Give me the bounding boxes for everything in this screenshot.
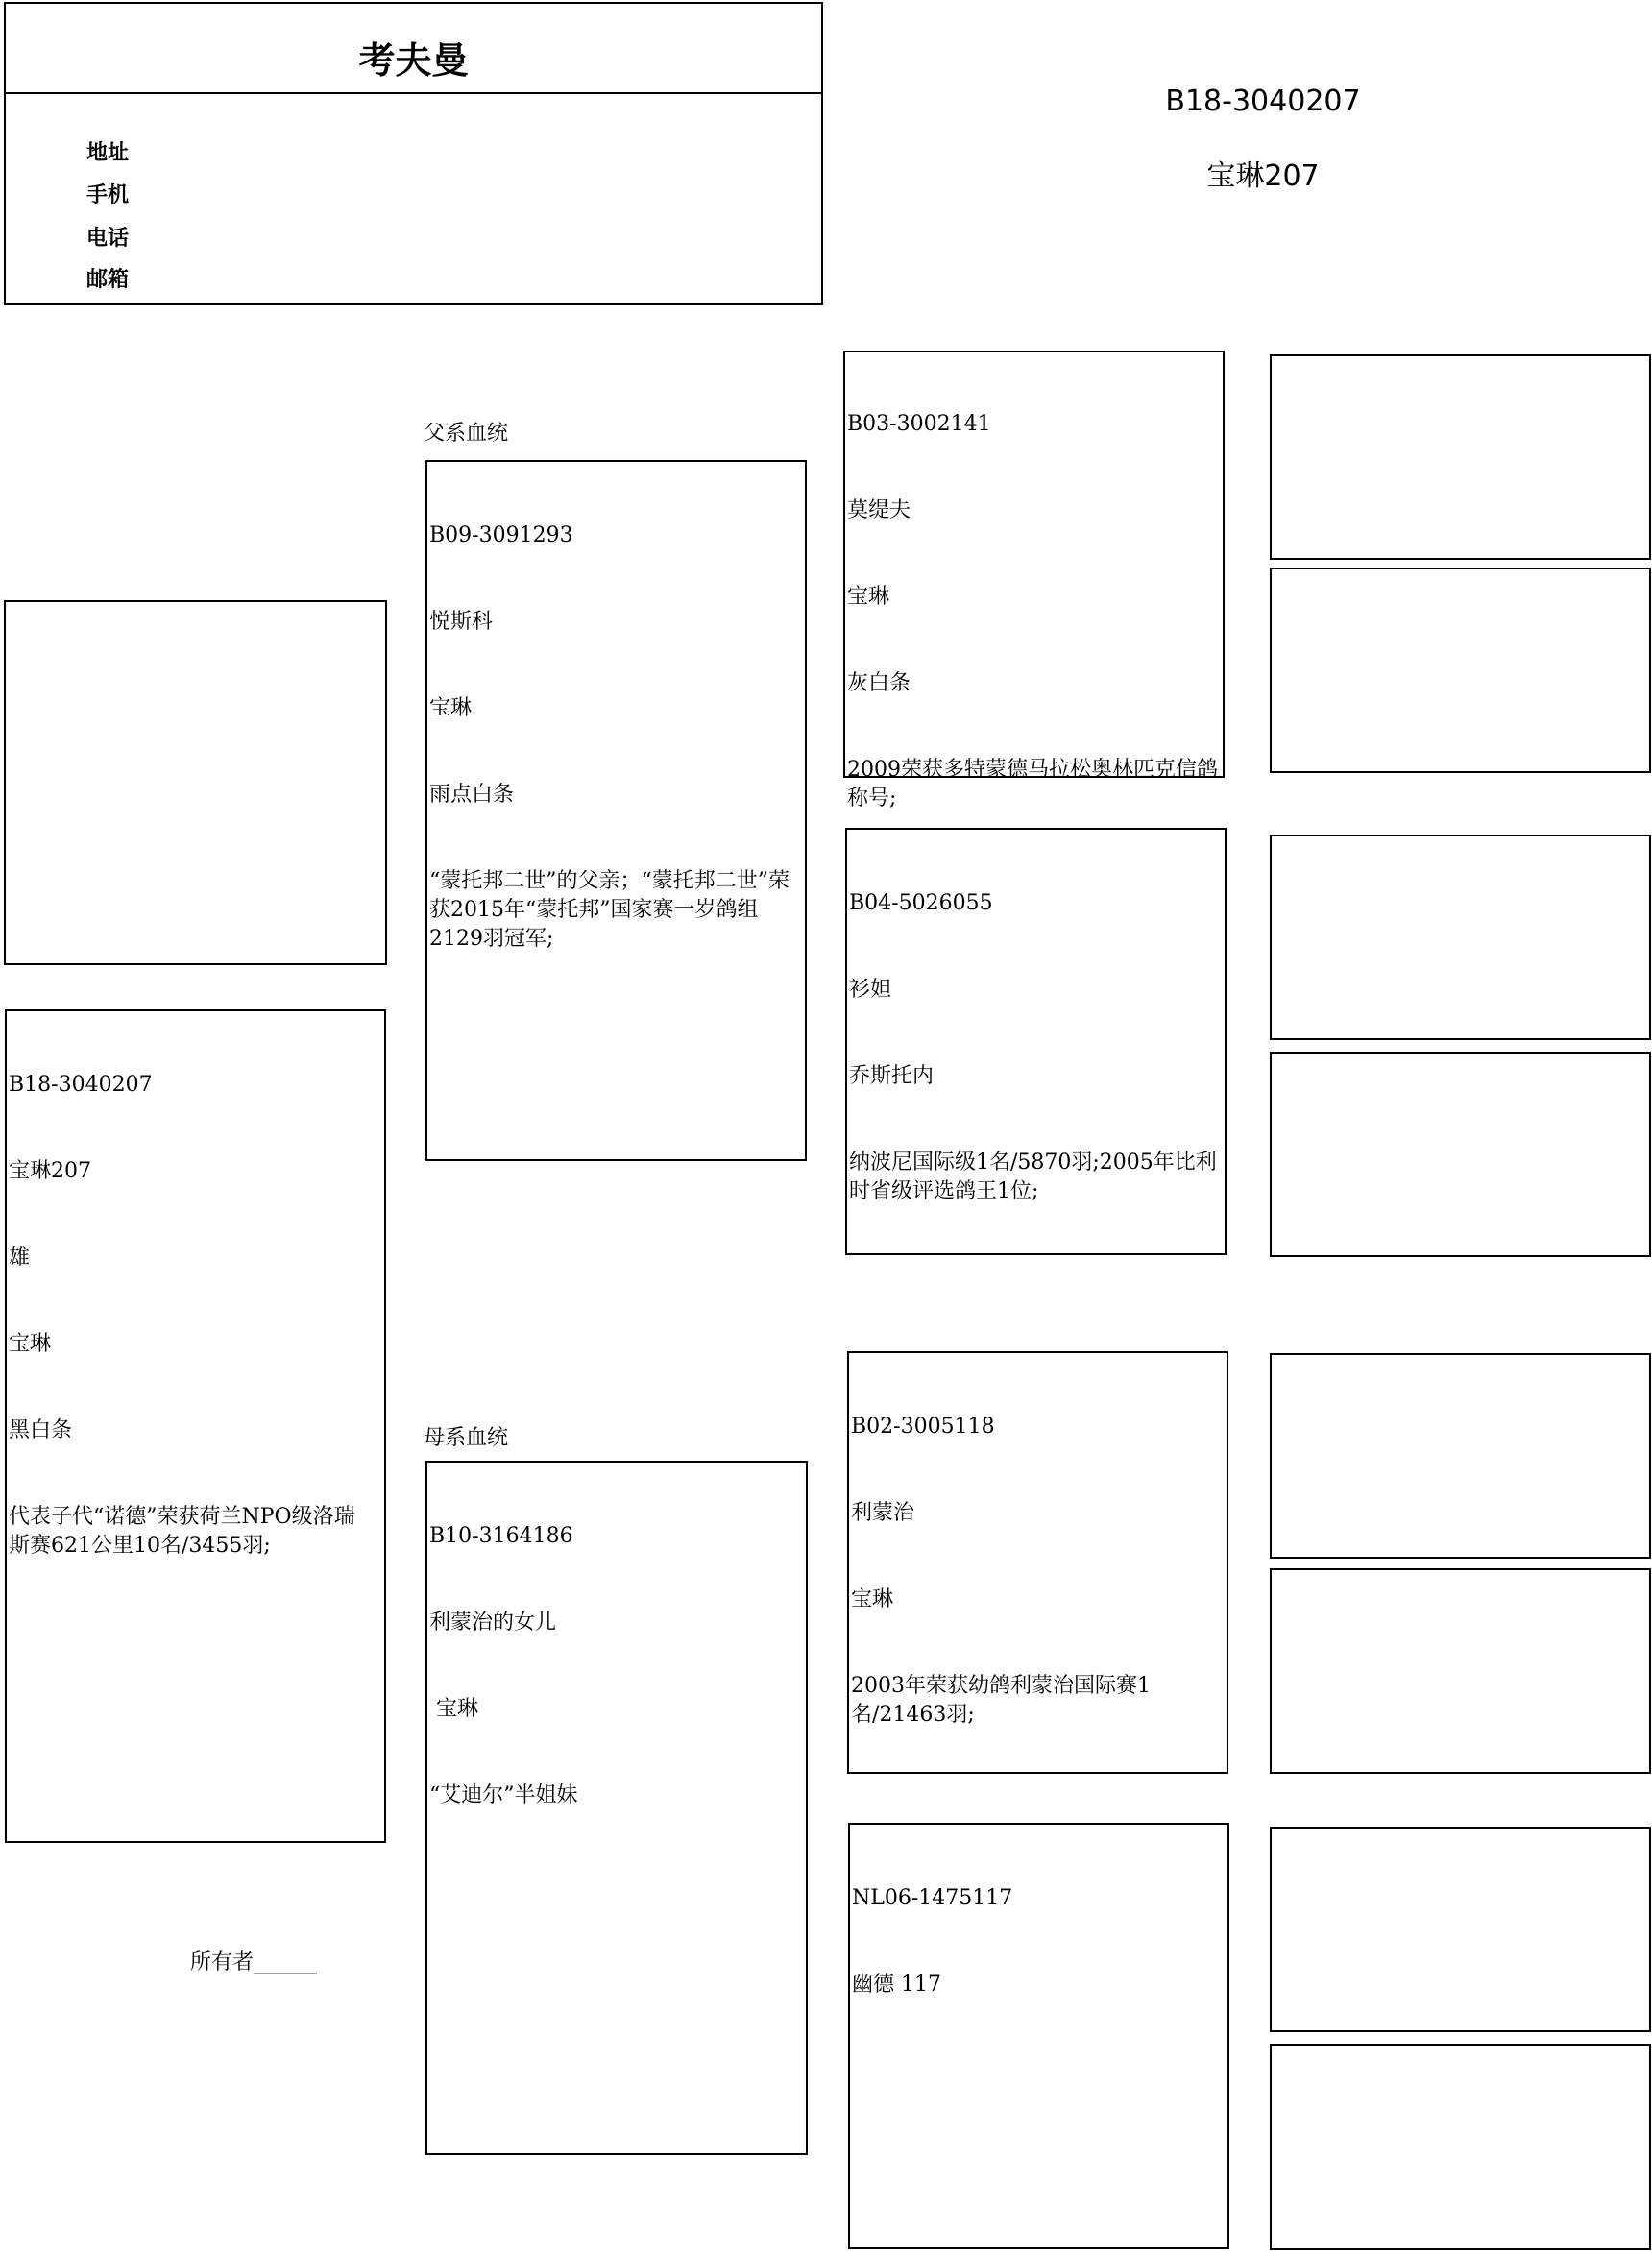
sire-ring: B09-3091293 — [429, 523, 573, 547]
ggp-box-2 — [1270, 568, 1651, 773]
photo-box — [4, 600, 387, 965]
dam-sire-box — [847, 1351, 1228, 1774]
sire-dam-box — [845, 828, 1227, 1255]
sire-dam-name: 衫妲 — [849, 978, 892, 1002]
sire-line-label: 父系血统 — [424, 422, 509, 446]
dam-dam-name: 幽德 117 — [852, 1973, 941, 1997]
dam-sire-name: 利蒙治 — [851, 1501, 915, 1525]
sire-content — [427, 462, 805, 1013]
subject-sex: 雄 — [9, 1246, 31, 1270]
dam-line-label: 母系血统 — [424, 1426, 509, 1450]
ggp-box-7 — [1270, 1827, 1651, 2032]
dam-dam-content — [850, 1825, 1227, 2059]
subject-name: 宝琳207 — [9, 1159, 91, 1183]
sire-dam-ring: B04-5026055 — [849, 891, 993, 915]
sire-dam-remarks: 纳波尼国际级1名/5870羽;2005年比利时省级评选鸽王1位; — [849, 1151, 1217, 1203]
mobile-label: 手机 — [86, 183, 130, 207]
sire-strain: 宝琳 — [429, 696, 473, 720]
dam-content — [427, 1463, 806, 1870]
ggp-box-6 — [1270, 1568, 1651, 1774]
phone-label: 电话 — [86, 227, 130, 251]
dam-sire-strain: 宝琳 — [851, 1587, 894, 1611]
dam-box — [425, 1461, 808, 2155]
dam-ring: B10-3164186 — [429, 1524, 573, 1548]
sire-sire-name: 莫缇夫 — [847, 498, 911, 522]
owner-signature: 所有者______ — [190, 1950, 318, 1974]
dam-remarks: “艾迪尔”半姐妹 — [429, 1783, 578, 1807]
ggp-box-8 — [1270, 2044, 1651, 2250]
top-ring-number: B18-3040207 — [1165, 85, 1361, 118]
sire-sire-box — [843, 351, 1225, 811]
sire-dam-strain: 乔斯托内 — [849, 1064, 935, 1088]
email-label: 邮箱 — [86, 268, 130, 292]
subject-color: 黑白条 — [9, 1418, 73, 1442]
dam-sire-content — [849, 1353, 1227, 1789]
owner-info-box — [4, 2, 823, 305]
dam-strain: 宝琳 — [429, 1697, 479, 1721]
subject-remarks: 代表子代“诺德”荣获荷兰NPO级洛瑞 斯赛621公里10名/3455羽; — [9, 1505, 362, 1558]
sire-dam-content — [847, 830, 1225, 1266]
sire-sire-color: 灰白条 — [847, 671, 911, 695]
sire-name: 悦斯科 — [429, 610, 494, 634]
dam-sire-ring: B02-3005118 — [851, 1415, 995, 1439]
ggp-box-5 — [1270, 1353, 1651, 1559]
sire-sire-remarks: 2009荣获多特蒙德马拉松奥林匹克信鸽称号; — [847, 758, 1218, 811]
top-pigeon-name: 宝琳207 — [1206, 159, 1320, 193]
sire-box — [425, 460, 807, 1161]
sire-remarks: “蒙托邦二世”的父亲；“蒙托邦二世”荣获2015年“蒙托邦”国家赛一岁鸽组2129羽冠军; — [429, 869, 790, 951]
sire-sire-strain: 宝琳 — [847, 585, 890, 609]
dam-dam-ring: NL06-1475117 — [852, 1886, 1013, 1910]
ggp-box-4 — [1270, 1052, 1651, 1257]
subject-box — [5, 1009, 386, 1843]
dam-name: 利蒙治的女儿 — [429, 1611, 557, 1635]
ggp-box-1 — [1270, 354, 1651, 560]
subject-ring: B18-3040207 — [9, 1073, 153, 1097]
dam-dam-box — [848, 1823, 1229, 2249]
subject-strain: 宝琳 — [9, 1332, 52, 1356]
sire-sire-ring: B03-3002141 — [847, 412, 991, 436]
dam-sire-remarks: 2003年荣获幼鸽利蒙治国际赛1名/21463羽; — [851, 1674, 1151, 1727]
title-row — [6, 4, 821, 94]
sire-sire-content — [845, 352, 1223, 873]
address-label: 地址 — [86, 141, 130, 165]
ggp-box-3 — [1270, 835, 1651, 1040]
subject-content — [7, 1011, 384, 1620]
breeder-title: 考夫曼 — [358, 39, 469, 82]
sire-color: 雨点白条 — [429, 783, 515, 807]
